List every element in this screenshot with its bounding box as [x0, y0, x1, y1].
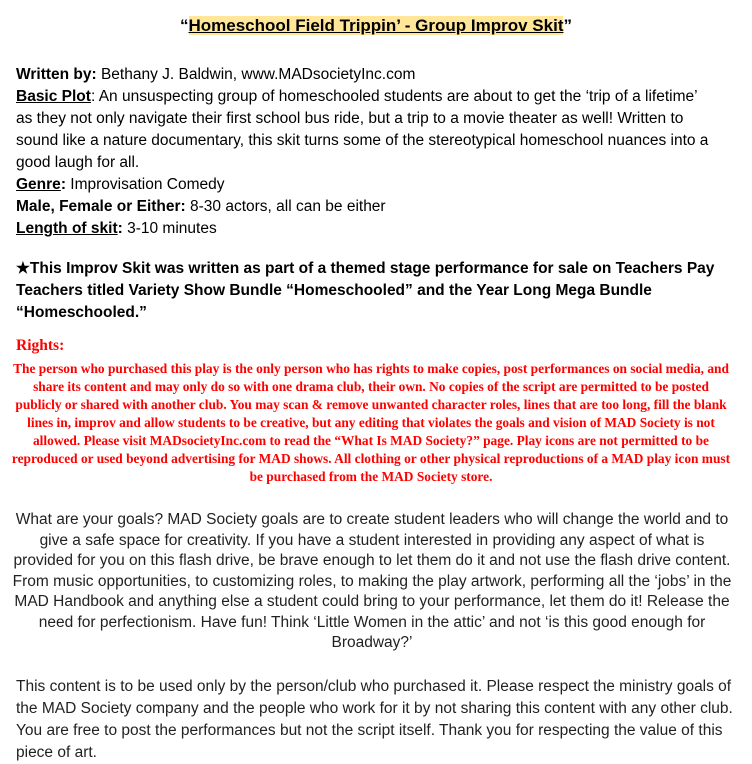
written-by-line [16, 64, 716, 86]
plot-value: : An unsuspecting group of homeschooled students are about to get the ‘trip of a lifetime’ as they not only navigate their first school bus ride, but a trip to a movie theater as well! Written to sound like a nature documentary, this skit turns some of the stereotypical homeschool nuances into a good laugh for all. [16, 88, 709, 171]
rights-heading: Rights: [16, 337, 65, 354]
page-title [0, 14, 752, 38]
cast-label: Male, Female or Either: [16, 198, 186, 215]
goals-paragraph: What are your goals? MAD Society goals are to create student leaders who will change the world and to give a safe space for creativity. If you have a student interested in providing any aspect of what is provided for you on this flash drive, be brave enough to let them do it and not use the flash drive content. From music opportunities, to customizing roles, to making the play artwork, performing all the ‘jobs’ in the MAD Handbook and anything else a student could bring to your performance, let them do it! Release the need for perfectionism. Have fun! Think ‘Little Women in the attic’ and not ‘is this good enough for Broadway?’ [12, 511, 732, 651]
skit-metadata [16, 64, 716, 240]
genre-label: Genre [16, 176, 61, 193]
title-close-quote: ” [563, 16, 572, 35]
usage-paragraph: This content is to be used only by the person/club who purchased it. Please respect the ministry goals of the MAD Society company and the people who work for it by not sharing this content with any other club. You are free to post the performances but not the script itself. Thank you for respecting the value of this piece of art. [16, 678, 733, 761]
written-by-label: Written by: [16, 66, 97, 83]
plot-label: Basic Plot [16, 88, 91, 105]
plot-line [16, 86, 716, 174]
cast-line [16, 196, 716, 218]
title-open-quote: “ [180, 16, 189, 35]
written-by-value: Bethany J. Baldwin, www.MADsocietyInc.com [96, 66, 416, 83]
length-label: Length of skit [16, 220, 118, 237]
rights-body: The person who purchased this play is the only person who has rights to make copies, post performances on social media, and share its content and may only do so with one drama club, their own. No copies of the script are permitted to be posted publicly or shared with another club. You may scan & remove unwanted character roles, lines that are too long, fill the blank lines in, improv and allow students to be creative, but any editing that violates the goals and vision of MAD Society is not allowed. Please visit MADsocietyInc.com to read the “What Is MAD Society?” page. Play icons are not permitted to be reproduced or used beyond advertising for MAD shows. All clothing or other physical reproductions of a MAD play icon must be purchased from the MAD Society store. [11, 361, 731, 484]
length-line [16, 218, 716, 240]
genre-line [16, 174, 716, 196]
title-text: Homeschool Field Trippin’ - Group Improv Skit [188, 16, 564, 35]
genre-colon: : [60, 176, 66, 193]
genre-value: Improvisation Comedy [65, 176, 225, 193]
bundle-note: ★This Improv Skit was written as part of a themed stage performance for sale on Teachers Pay Teachers titled Variety Show Bundle “Homeschooled” and the Year Long Mega Bundle “Homeschooled.” [16, 260, 715, 321]
length-value: 3-10 minutes [122, 220, 217, 237]
cast-value: 8-30 actors, all can be either [185, 198, 386, 215]
length-colon: : [117, 220, 123, 237]
